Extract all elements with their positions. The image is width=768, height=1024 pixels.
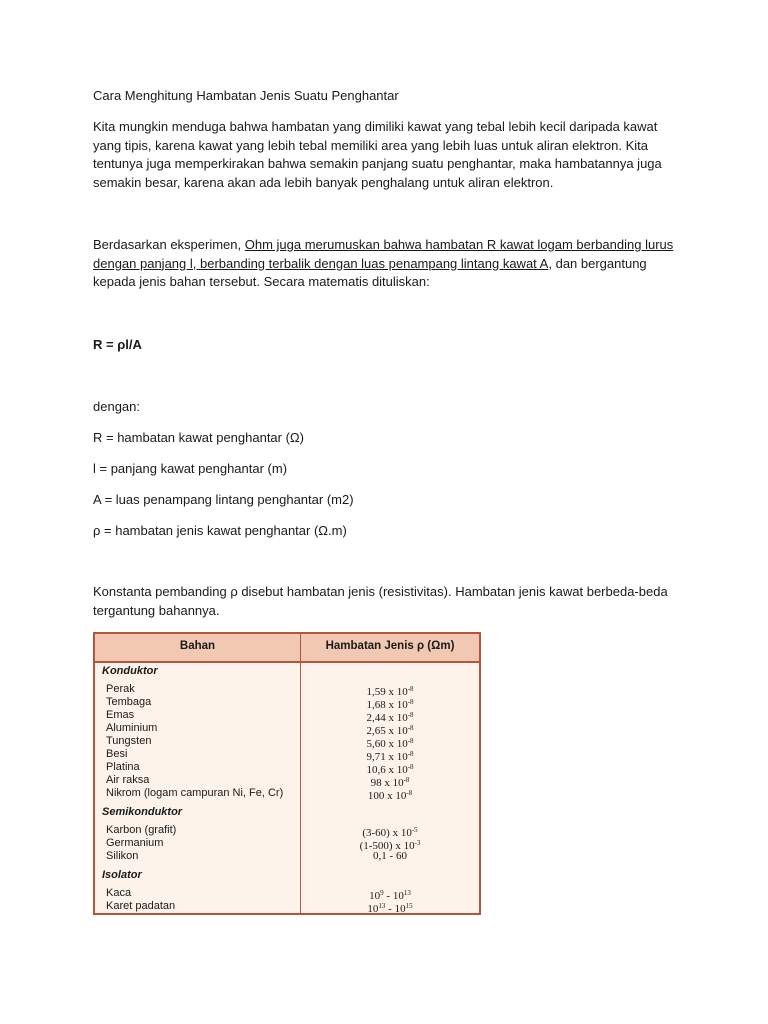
paragraph-ohm [93, 236, 683, 292]
value-exponent: 13 [403, 889, 411, 897]
value-exponent: 9 [380, 889, 384, 897]
header-hambatan-jenis: Hambatan Jenis ρ (Ωm) [325, 640, 455, 652]
value-exponent: -8 [407, 685, 414, 693]
value-exponent: -8 [407, 698, 414, 706]
value-exponent: -8 [407, 711, 414, 719]
resistivity-value [301, 787, 479, 803]
value-mantissa: 2,65 x 10 [366, 725, 408, 737]
document-title: Cara Menghitung Hambatan Jenis Suatu Penghantar [93, 88, 399, 103]
material-name: Perak [106, 683, 135, 695]
value-mantissa: - 10 [383, 890, 404, 902]
definition-item: ρ = hambatan jenis kawat penghantar (Ω.m) [93, 523, 347, 538]
dengan-label: dengan: [93, 399, 140, 414]
category-label: Isolator [102, 869, 142, 881]
paragraph-resistivity: Konstanta pembanding ρ disebut hambatan jenis (resistivitas). Hambatan jenis kawat berbeda-beda tergantung bahannya. [93, 584, 668, 618]
value-mantissa: 10 [369, 890, 381, 902]
value-mantissa: 1,68 x 10 [366, 699, 408, 711]
value-mantissa: (3-60) x 10 [362, 827, 412, 839]
value-mantissa: - 10 [385, 903, 406, 915]
value-mantissa: 10 [367, 903, 379, 915]
value-exponent: -8 [407, 737, 414, 745]
value-mantissa: 9,71 x 10 [366, 751, 408, 763]
value-exponent: -8 [407, 763, 414, 771]
formula: R = ρl/A [93, 337, 142, 352]
value-exponent: -5 [411, 826, 418, 834]
material-name: Karet padatan [106, 900, 176, 912]
value-mantissa: 0,1 - 60 [373, 850, 407, 862]
resistivity-value [301, 900, 479, 916]
material-name: Platina [106, 761, 140, 773]
value-mantissa: 5,60 x 10 [366, 738, 408, 750]
resistivity-value [301, 850, 479, 863]
category-label: Semikonduktor [102, 806, 183, 818]
material-name: Tungsten [106, 735, 152, 747]
material-name: Besi [106, 748, 128, 760]
definition-item: l = panjang kawat penghantar (m) [93, 461, 288, 476]
table-header [95, 634, 479, 663]
value-mantissa: 2,44 x 10 [366, 712, 408, 724]
value-mantissa: 10,6 x 10 [366, 764, 408, 776]
value-exponent: -8 [407, 750, 414, 758]
value-mantissa: 1,59 x 10 [366, 686, 408, 698]
material-name: Aluminium [106, 722, 158, 734]
material-name: Nikrom (logam campuran Ni, Fe, Cr) [106, 787, 284, 799]
paragraph-intro: Kita mungkin menduga bahwa hambatan yang dimiliki kawat yang tebal lebih kecil daripada kawat yang tipis, karena kawat yang lebih tebal memiliki area yang lebih luas untuk aliran elektron. Kita tentunya juga memperkirakan bahwa semakin panjang suatu penghantar, maka hambatannya juga semakin besar, karena akan ada lebih banyak penghalang untuk aliran elektron. [93, 119, 662, 190]
resistivity-table [93, 632, 481, 915]
material-name: Silikon [106, 850, 139, 862]
category-label: Konduktor [102, 665, 158, 677]
value-exponent: -3 [414, 839, 421, 847]
header-bahan: Bahan [179, 640, 216, 652]
value-mantissa: (1-500) x 10 [359, 840, 415, 852]
material-name: Kaca [106, 887, 132, 899]
value-mantissa: 100 x 10 [367, 790, 407, 802]
material-name: Tembaga [106, 696, 152, 708]
value-exponent: -8 [403, 776, 410, 784]
value-exponent: 13 [378, 902, 386, 910]
value-exponent: 15 [405, 902, 413, 910]
definition-item: R = hambatan kawat penghantar (Ω) [93, 430, 304, 445]
material-name: Karbon (grafit) [106, 824, 177, 836]
value-mantissa: 98 x 10 [370, 777, 404, 789]
para2-before: Berdasarkan eksperimen, [93, 237, 245, 252]
value-exponent: -8 [406, 789, 413, 797]
para2-after: , dan bergantung kepada jenis bahan tersebut. Secara matematis dituliskan: [93, 255, 647, 289]
material-name: Germanium [106, 837, 164, 849]
material-name: Air raksa [106, 774, 150, 786]
material-name: Emas [106, 709, 135, 721]
definition-item: A = luas penampang lintang penghantar (m2) [93, 492, 354, 507]
value-exponent: -8 [407, 724, 414, 732]
para2-underlined: Ohm juga merumuskan bahwa hambatan R kawat logam berbanding lurus dengan panjang l, berbanding terbalik dengan luas penampang lintang kawat A [93, 237, 674, 271]
